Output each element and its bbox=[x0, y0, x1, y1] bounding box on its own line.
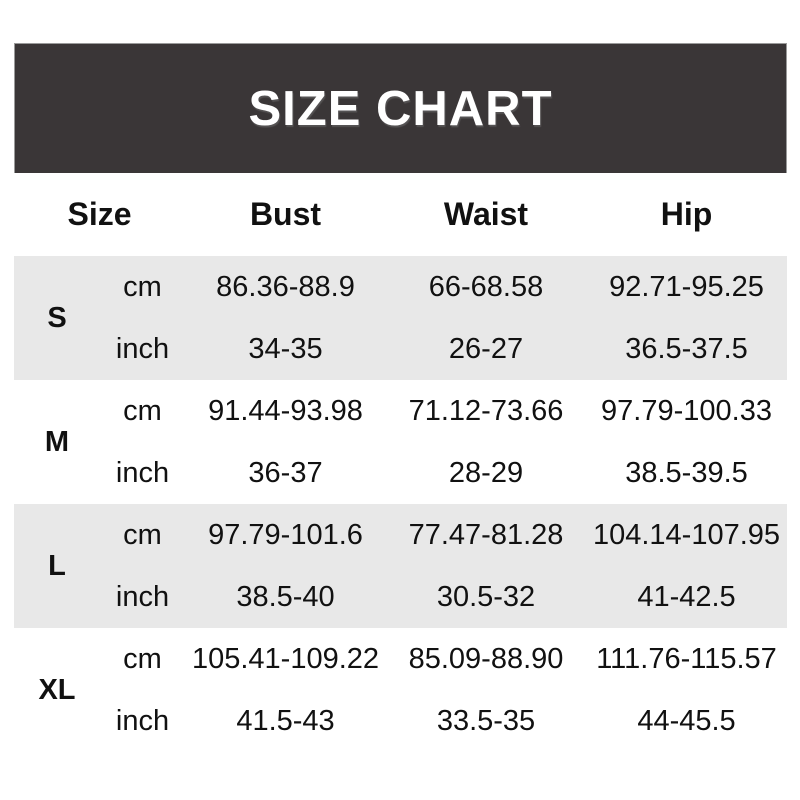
waist-value-cm: 77.47-81.28 bbox=[386, 504, 586, 566]
hip-value-inch: 36.5-37.5 bbox=[586, 318, 787, 380]
waist-value-cm: 85.09-88.90 bbox=[408, 642, 564, 675]
waist-value-inch: 33.5-35 bbox=[436, 704, 536, 737]
waist-value-cm: 71.12-73.66 bbox=[408, 394, 564, 427]
bust-value-inch: 34-35 bbox=[185, 318, 386, 380]
unit-label-inch: inch bbox=[115, 456, 170, 489]
bust-value-cm: 105.41-109.22 bbox=[191, 642, 380, 675]
unit-label-cm: cm bbox=[100, 256, 185, 318]
hip-value-inch: 41-42.5 bbox=[586, 566, 787, 628]
waist-value-inch: 28-29 bbox=[448, 456, 524, 489]
column-header-bust: Bust bbox=[185, 173, 386, 256]
size-band-l bbox=[14, 504, 787, 628]
table-row bbox=[14, 690, 787, 752]
waist-value-cm: 66-68.58 bbox=[386, 256, 586, 318]
column-header-hip: Hip bbox=[586, 173, 787, 256]
bust-value-cm: 86.36-88.9 bbox=[185, 256, 386, 318]
hip-value-inch: 44-45.5 bbox=[637, 704, 736, 737]
size-label: XL bbox=[38, 673, 76, 706]
size-chart-banner bbox=[14, 43, 787, 174]
unit-label-inch: inch bbox=[100, 318, 185, 380]
unit-label-inch: inch bbox=[100, 566, 185, 628]
page-title: SIZE CHART bbox=[248, 81, 553, 136]
size-band-s bbox=[14, 256, 787, 380]
bust-value-inch: 36-37 bbox=[248, 456, 323, 489]
size-label: M bbox=[44, 425, 70, 458]
size-table bbox=[14, 173, 787, 752]
hip-value-cm: 97.79-100.33 bbox=[601, 394, 772, 427]
hip-value-cm: 92.71-95.25 bbox=[586, 256, 787, 318]
bust-value-inch: 41.5-43 bbox=[236, 704, 335, 737]
waist-value-inch: 30.5-32 bbox=[386, 566, 586, 628]
table-row bbox=[14, 318, 787, 380]
column-header-waist: Waist bbox=[386, 173, 586, 256]
size-band-m bbox=[14, 380, 787, 504]
column-header-size: Size bbox=[14, 173, 185, 256]
hip-value-cm: 104.14-107.95 bbox=[586, 504, 787, 566]
unit-label-cm: cm bbox=[123, 394, 162, 427]
unit-label-inch: inch bbox=[115, 704, 170, 737]
size-table-header bbox=[14, 173, 787, 256]
hip-value-inch: 38.5-39.5 bbox=[625, 456, 748, 489]
hip-value-cm: 111.76-115.57 bbox=[596, 642, 777, 675]
unit-label-cm: cm bbox=[100, 504, 185, 566]
table-row bbox=[14, 628, 787, 690]
table-row bbox=[14, 566, 787, 628]
bust-value-inch: 38.5-40 bbox=[185, 566, 386, 628]
bust-value-cm: 91.44-93.98 bbox=[208, 394, 363, 427]
bust-value-cm: 97.79-101.6 bbox=[185, 504, 386, 566]
waist-value-inch: 26-27 bbox=[386, 318, 586, 380]
table-row bbox=[14, 442, 787, 504]
unit-label-cm: cm bbox=[123, 642, 162, 675]
table-row bbox=[14, 504, 787, 566]
table-row bbox=[14, 256, 787, 318]
size-band-xl bbox=[14, 628, 787, 752]
size-label: S bbox=[14, 256, 100, 380]
table-row bbox=[14, 380, 787, 442]
size-label: L bbox=[14, 504, 100, 628]
header-row bbox=[14, 173, 787, 256]
